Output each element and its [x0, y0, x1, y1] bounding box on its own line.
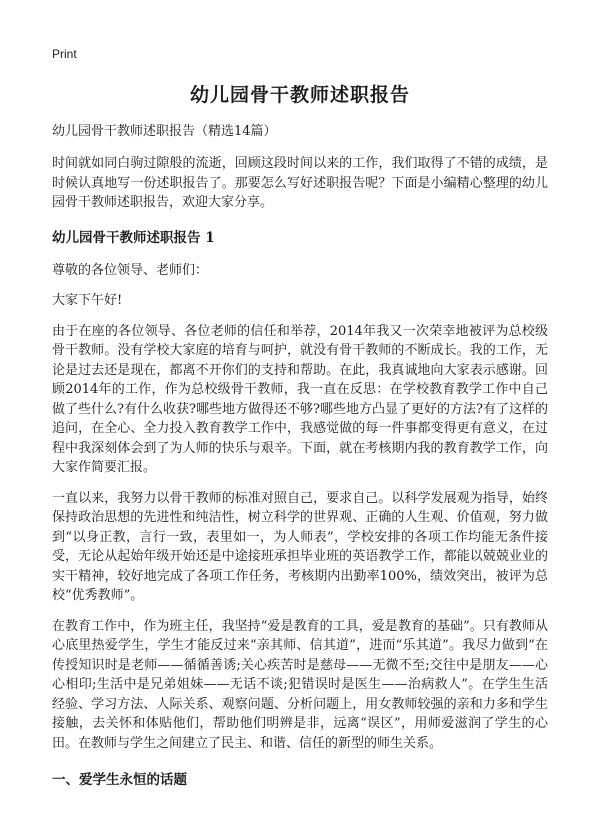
intro-paragraph: 时间就如同白驹过隙般的流逝，回顾这段时间以来的工作，我们取得了不错的成绩，是时候认真地写一份述职报告了。那要怎么写好述职报告呢？下面是小编精心整理的幼儿园骨干教师述职报告，欢迎大家分享。	[52, 156, 548, 210]
body-paragraph-3: 在教育工作中，作为班主任，我坚持“爱是教育的工具，爱是教育的基础”。只有教师从心底里热爱学生，学生才能反过来“亲其师、信其道”，进而“乐其道”。我尽力做到“在传授知识时是老师——循循善诱;关心疾苦时是慈母——无微不至;交往中是朋友——心心相印;生活中是兄弟姐妹——无话不谈;犯错误时是医生——治病救人”。在学生生活经验、学习方法、人际关系、观察问题、分析问题上，用女教师较强的亲和力多和学生接触，去关怀和体贴他们，帮助他们明辨是非，远离“误区”，用师爱滋润了学生的心田。在教师与学生之间建立了民主、和谐、信任的新型的师生关系。	[52, 618, 548, 751]
salutation-paragraph: 大家下午好!	[52, 293, 123, 308]
document-subtitle: 幼儿园骨干教师述职报告（精选14篇）	[52, 124, 277, 139]
section-heading-2: 一、爱学生永恒的话题	[52, 772, 187, 788]
document-title: 幼儿园骨干教师述职报告	[189, 84, 410, 106]
document-body	[52, 122, 548, 803]
print-link[interactable]: Print	[52, 47, 77, 61]
greeting-paragraph: 尊敬的各位领导、老师们：	[52, 262, 209, 278]
section-heading-1: 幼儿园骨干教师述职报告 1	[52, 229, 215, 246]
body-paragraph-2: 一直以来，我努力以骨干教师的标准对照自己，要求自己。以科学发展观为指导，始终保持政治思想的先进性和纯洁性，树立科学的世界观、正确的人生观、价值观，努力做到“以身正教，言行一致，表里如一，为人师表”，学校安排的各项工作均能无条件接受，无论从起始年级开始还是中途接班承担毕业班的英语教学工作，都能以兢兢业业的实干精神，较好地完成了各项工作任务，考核期内出勤率100%，绩效突出，被评为总校“优秀教师”。	[52, 490, 548, 603]
body-paragraph-1: 由于在座的各位领导、各位老师的信任和举荐，2014年我又一次荣幸地被评为总校级骨干教师。没有学校大家庭的培育与呵护，就没有骨干教师的不断成长。我的工作，无论是过去还是现在，都离不开你们的支持和帮助。在此，我真诚地向大家表示感谢。回顾2014年的工作，作为总校级骨干教师，我一直在反思：在学校教育教学工作中自己做了些什么?有什么收获?哪些地方做得还不够?哪些地方凸显了更好的方法?有了这样的追问，在全心、全力投入教育教学工作中，我感觉做的每一件事都变得更有意义，在过程中我深刻体会到了为人师的快乐与艰辛。下面，就在考核期内我的教育教学工作，向大家作简要汇报。	[52, 323, 548, 475]
